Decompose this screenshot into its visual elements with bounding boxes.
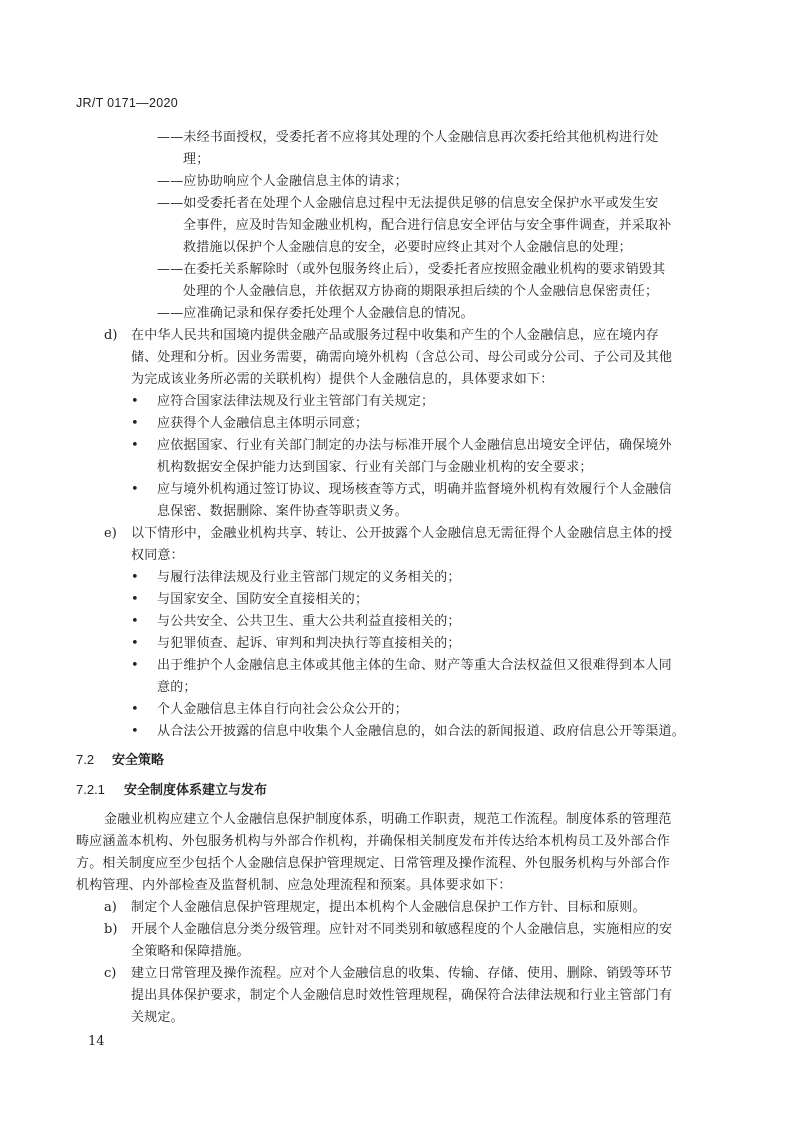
bullet-item-line: 与公共安全、公共卫生、重大公共利益直接相关的；: [157, 614, 461, 629]
paragraph-line: 畴应涵盖本机构、外包服务机构与外部合作机构，并确保相关制度发布并传达给本机构员工及外部合作: [76, 834, 671, 849]
bullet-icon: •: [131, 702, 139, 717]
list-item-line: 储、处理和分析。因业务需要，确需向境外机构（含总公司、母公司或分公司、子公司及其他: [131, 350, 673, 365]
list-item-line: 为完成该业务所必需的关联机构）提供个人金融信息的，具体要求如下：: [131, 372, 554, 387]
list-marker: a): [104, 900, 117, 915]
page-number: 14: [88, 1034, 105, 1049]
list-marker: d): [104, 328, 118, 343]
bullet-icon: •: [131, 636, 139, 651]
bullet-item-line: 应与境外机构通过签订协议、现场核查等方式，明确并监督境外机构有效履行个人金融信: [157, 482, 672, 497]
list-item-line: 以下情形中，金融业机构共享、转让、公开披露个人金融信息无需征得个人金融信息主体的授: [131, 526, 673, 541]
paragraph-line: 金融业机构应建立个人金融信息保护制度体系，明确工作职责，规范工作流程。制度体系的管理范: [104, 812, 672, 827]
bullet-item-line: 应依据国家、行业有关部门制定的办法与标准开展个人金融信息出境安全评估，确保境外: [157, 438, 672, 453]
dash-item-line: 理；: [183, 152, 210, 167]
bullet-item-line: 意的；: [157, 680, 197, 695]
list-item-line: 提出具体保护要求，制定个人金融信息时效性管理规程，确保符合法律法规和行业主管部门有: [131, 988, 673, 1003]
bullet-item-line: 出于维护个人金融信息主体或其他主体的生命、财产等重大合法权益但又很难得到本人同: [157, 658, 672, 673]
dash-item-line: ——应协助响应个人金融信息主体的请求；: [157, 174, 408, 189]
bullet-icon: •: [131, 570, 139, 585]
dash-item-line: 全事件，应及时告知金融业机构，配合进行信息安全评估与安全事件调查，并采取补: [183, 218, 672, 233]
bullet-item-line: 从合法公开披露的信息中收集个人金融信息的，如合法的新闻报道、政府信息公开等渠道。: [157, 724, 686, 739]
bullet-item-line: 个人金融信息主体自行向社会公众公开的；: [157, 702, 408, 717]
subsection-title: 安全制度体系建立与发布: [124, 782, 268, 797]
bullet-item-line: 与国家安全、国防安全直接相关的；: [157, 592, 369, 607]
bullet-item-line: 应符合国家法律法规及行业主管部门有关规定；: [157, 394, 435, 409]
bullet-item-line: 机构数据安全保护能力达到国家、行业有关部门与金融业机构的安全要求；: [157, 460, 593, 475]
bullet-icon: •: [131, 658, 139, 673]
dash-item-line: ——未经书面授权，受委托者不应将其处理的个人金融信息再次委托给其他机构进行处: [157, 130, 659, 145]
subsection-heading: [76, 780, 267, 800]
bullet-icon: •: [131, 724, 139, 739]
bullet-icon: •: [131, 592, 139, 607]
bullet-item-line: 应获得个人金融信息主体明示同意；: [157, 416, 369, 431]
subsection-number: 7.2.1: [76, 782, 105, 797]
list-marker: e): [104, 526, 117, 541]
bullet-icon: •: [131, 438, 139, 453]
section-number: 7.2: [76, 752, 95, 767]
bullet-icon: •: [131, 614, 139, 629]
bullet-item-line: 息保密、数据删除、案件协查等职责义务。: [157, 504, 408, 519]
bullet-icon: •: [131, 482, 139, 497]
list-item-line: 开展个人金融信息分类分级管理。应针对不同类别和敏感程度的个人金融信息，实施相应的安: [131, 922, 673, 937]
paragraph-line: 机构管理、内外部检查及监督机制、应急处理流程和预案。具体要求如下：: [76, 878, 512, 893]
bullet-icon: •: [131, 394, 139, 409]
paragraph-line: 方。相关制度应至少包括个人金融信息保护管理规定、日常管理及操作流程、外包服务机构与外部合作: [76, 856, 671, 871]
document-code: JR/T 0171—2020: [76, 96, 178, 110]
bullet-icon: •: [131, 416, 139, 431]
section-title: 安全策略: [112, 752, 165, 767]
dash-item-line: ——如受委托者在处理个人金融信息过程中无法提供足够的信息安全保护水平或发生安: [157, 196, 659, 211]
dash-item-line: ——在委托关系解除时（或外包服务终止后），受委托者应按照金融业机构的要求销毁其: [157, 262, 666, 277]
list-item-line: 权同意：: [131, 548, 184, 563]
bullet-item-line: 与犯罪侦查、起诉、审判和判决执行等直接相关的；: [157, 636, 461, 651]
list-item-line: 制定个人金融信息保护管理规定，提出本机构个人金融信息保护工作方针、目标和原则。: [131, 900, 646, 915]
dash-item-line: ——应准确记录和保存委托处理个人金融信息的情况。: [157, 306, 474, 321]
section-heading: [76, 750, 164, 770]
list-item-line: 建立日常管理及操作流程。应对个人金融信息的收集、传输、存储、使用、删除、销毁等环节: [131, 966, 673, 981]
list-item-line: 关规定。: [131, 1010, 184, 1025]
list-marker: b): [104, 922, 118, 937]
list-item-line: 在中华人民共和国境内提供金融产品或服务过程中收集和产生的个人金融信息，应在境内存: [131, 328, 660, 343]
list-item-line: 全策略和保障措施。: [131, 944, 250, 959]
list-marker: c): [104, 966, 117, 981]
bullet-item-line: 与履行法律法规及行业主管部门规定的义务相关的；: [157, 570, 461, 585]
dash-item-line: 处理的个人金融信息，并依据双方协商的期限承担后续的个人金融信息保密责任；: [183, 284, 659, 299]
dash-item-line: 救措施以保护个人金融信息的安全，必要时应终止其对个人金融信息的处理；: [183, 240, 632, 255]
